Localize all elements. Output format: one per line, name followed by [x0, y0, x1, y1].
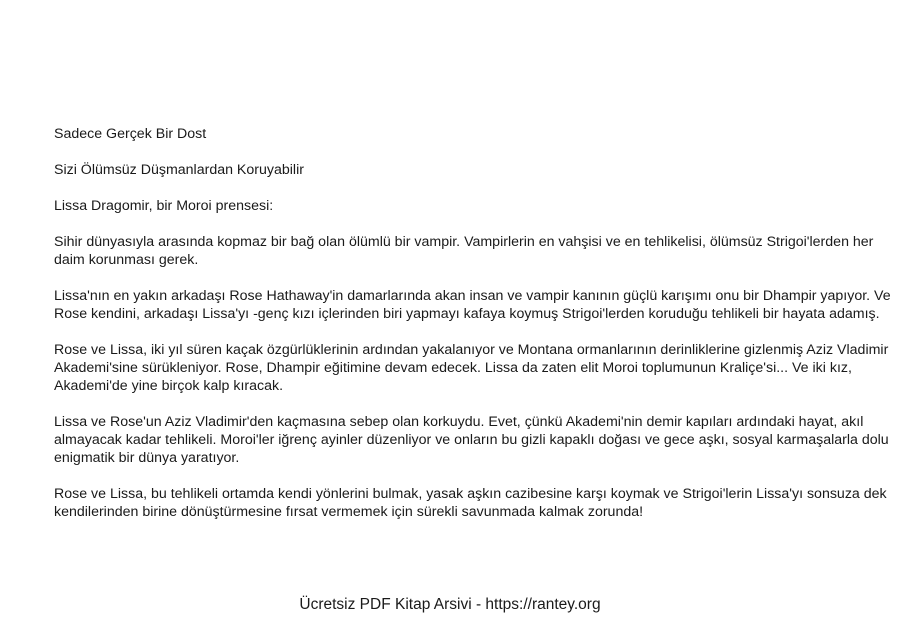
body-paragraph: Lissa ve Rose'un Aziz Vladimir'den kaçmasına sebep olan korkuydu. Evet, çünkü Akademi'nin demir kapıları ardındaki hayat, akıl almayacak kadar tehlikeli. Moroi'ler iğrenç ayinler düzenliyor ve onların bu gizli kapaklı doğası ve gece aşkı, sosyal karmaşalarla dolu enigmatik bir dünya yaratıyor. — [54, 414, 889, 466]
intro-line: Lissa Dragomir, bir Moroi prensesi: — [54, 198, 274, 214]
body-paragraph: Lissa'nın en yakın arkadaşı Rose Hathaway'in damarlarında akan insan ve vampir kanının güçlü karışımı onu bir Dhampir yapıyor. Ve Rose kendini, arkadaşı Lissa'yı -genç kızı içlerinden biri yapmayı kafaya koymuş Strigoi'lerden koruduğu tehlikeli bir hayata adamış. — [54, 288, 891, 322]
heading-line-1: Sadece Gerçek Bir Dost — [54, 126, 207, 142]
heading-line-2: Sizi Ölümsüz Düşmanlardan Koruyabilir — [54, 162, 304, 178]
body-paragraph: Sihir dünyasıyla arasında kopmaz bir bağ olan ölümlü bir vampir. Vampirlerin en vahşisi ve en tehlikelisi, ölümsüz Strigoi'lerden her daim korunması gerek. — [54, 234, 874, 268]
document-body — [54, 125, 896, 539]
page-footer: Ücretsiz PDF Kitap Arsivi - https://rantey.org — [299, 596, 601, 613]
body-paragraph: Rose ve Lissa, iki yıl süren kaçak özgürlüklerinin ardından yakalanıyor ve Montana ormanlarının derinliklerine gizlenmiş Aziz Vladimir Akademi'sine sürükleniyor. Rose, Dhampir eğitimine devam edecek. Lissa da zaten elit Moroi toplumunun Kraliçe'si... Ve iki kız, Akademi'de yine birçok kalp kıracak. — [54, 342, 889, 394]
body-paragraph: Rose ve Lissa, bu tehlikeli ortamda kendi yönlerini bulmak, yasak aşkın cazibesine karşı koymak ve Strigoi'lerin Lissa'yı sonsuza dek kendilerinden birine dönüştürmesine fırsat vermemek için sürekli savunmada kalmak zorunda! — [54, 486, 887, 520]
